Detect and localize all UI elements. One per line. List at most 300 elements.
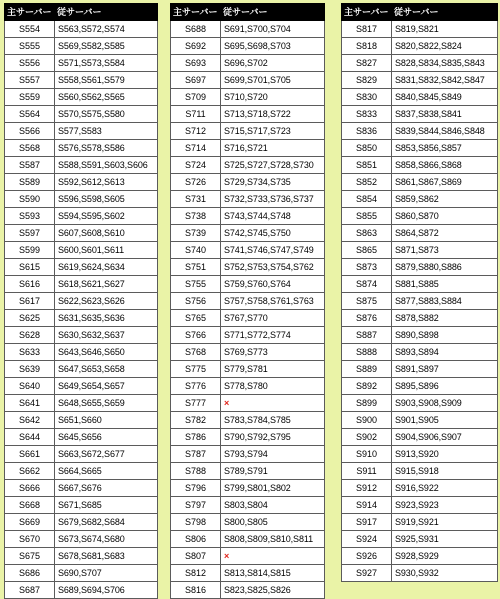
sub-server-cell: S743,S744,S748 [221,208,325,225]
sub-server-cell: S699,S701,S705 [221,72,325,89]
sub-server-cell: S696,S702 [221,55,325,72]
sub-server-cell: S916,S922 [392,480,498,497]
sub-server-cell: S690,S707 [55,565,158,582]
table-row [5,429,158,446]
table-row [171,361,325,378]
sub-server-cell: S913,S920 [392,446,498,463]
main-server-cell: S797 [171,497,221,514]
sub-server-cell: S576,S578,S586 [55,140,158,157]
main-server-cell: S766 [171,327,221,344]
main-server-cell: S670 [5,531,55,548]
main-server-cell: S669 [5,514,55,531]
table-row [171,395,325,412]
sub-server-cell: S742,S745,S750 [221,225,325,242]
table-row [342,21,498,38]
table-row [5,531,158,548]
sub-server-cell: S930,S932 [392,565,498,582]
main-server-cell: S633 [5,344,55,361]
main-server-cell: S775 [171,361,221,378]
table-row [342,276,498,293]
sub-server-cell: S767,S770 [221,310,325,327]
main-server-cell: S751 [171,259,221,276]
table-row [171,72,325,89]
table-row [342,395,498,412]
table-row [342,565,498,582]
table-row [5,395,158,412]
main-server-cell: S711 [171,106,221,123]
table-row [342,191,498,208]
sub-server-cell: S679,S682,S684 [55,514,158,531]
sub-server-cell: S881,S885 [392,276,498,293]
main-server-cell: S899 [342,395,392,412]
main-server-cell: S566 [5,123,55,140]
sub-server-cell: S853,S856,S857 [392,140,498,157]
main-server-cell: S888 [342,344,392,361]
sub-server-cell: S901,S905 [392,412,498,429]
table-row [342,548,498,565]
sub-server-cell: S664,S665 [55,463,158,480]
main-server-cell: S587 [5,157,55,174]
table-row [171,531,325,548]
table-row [342,140,498,157]
sub-server-cell: S925,S931 [392,531,498,548]
table-row [5,89,158,106]
main-server-cell: S892 [342,378,392,395]
table-row [171,276,325,293]
table-row [5,582,158,599]
main-server-cell: S812 [171,565,221,582]
sub-server-cell: S607,S608,S610 [55,225,158,242]
sub-server-cell: S560,S562,S565 [55,89,158,106]
sub-server-cell: S600,S601,S611 [55,242,158,259]
table-row [5,191,158,208]
main-server-cell: S555 [5,38,55,55]
table-row [342,157,498,174]
sub-server-cell: S771,S772,S774 [221,327,325,344]
sub-server-cell: S861,S867,S869 [392,174,498,191]
main-server-cell: S568 [5,140,55,157]
main-server-cell: S675 [5,548,55,565]
main-server-cell: S914 [342,497,392,514]
sub-server-cell: S667,S676 [55,480,158,497]
main-server-cell: S554 [5,21,55,38]
sub-server-cell: S793,S794 [221,446,325,463]
main-server-cell: S817 [342,21,392,38]
table-row [342,497,498,514]
table-row [171,208,325,225]
table-row [342,106,498,123]
main-server-cell: S796 [171,480,221,497]
main-server-cell: S788 [171,463,221,480]
main-server-cell: S807 [171,548,221,565]
main-server-cell: S926 [342,548,392,565]
table-row [171,38,325,55]
main-server-cell: S668 [5,497,55,514]
sub-server-cell: S643,S646,S650 [55,344,158,361]
sub-server-cell: S647,S653,S658 [55,361,158,378]
table-row [5,259,158,276]
main-server-cell: S902 [342,429,392,446]
table-row [342,293,498,310]
main-server-cell: S887 [342,327,392,344]
table-row [342,259,498,276]
table-row [342,55,498,72]
table-row [171,565,325,582]
main-server-cell: S786 [171,429,221,446]
sub-server-cell: S691,S700,S704 [221,21,325,38]
main-server-cell: S590 [5,191,55,208]
main-server-cell: S911 [342,463,392,480]
sub-server-cell: S808,S809,S810,S811 [221,531,325,548]
table-row [171,344,325,361]
table-row [171,55,325,72]
table-row [5,565,158,582]
table-row [342,310,498,327]
sub-server-header: 従サーバー [221,4,325,21]
main-server-cell: S768 [171,344,221,361]
main-server-cell: S688 [171,21,221,38]
table-row [5,480,158,497]
table-row [5,497,158,514]
sub-server-cell: S837,S838,S841 [392,106,498,123]
table-row [5,140,158,157]
main-server-cell: S912 [342,480,392,497]
main-server-cell: S731 [171,191,221,208]
main-server-cell: S827 [342,55,392,72]
table-row [171,89,325,106]
table-row [342,123,498,140]
sub-server-cell: S891,S897 [392,361,498,378]
sub-server-cell: S592,S612,S613 [55,174,158,191]
header-row [5,4,158,21]
table-row [171,174,325,191]
table-row [342,531,498,548]
table-row [342,480,498,497]
sub-server-cell: S928,S929 [392,548,498,565]
server-table-body [342,21,498,582]
table-row [5,463,158,480]
main-server-cell: S851 [342,157,392,174]
sub-server-cell: S645,S656 [55,429,158,446]
sub-server-cell: S588,S591,S603,S606 [55,157,158,174]
table-row [5,157,158,174]
main-server-cell: S836 [342,123,392,140]
sub-server-cell: S673,S674,S680 [55,531,158,548]
table-row [342,463,498,480]
table-row [342,344,498,361]
sub-server-cell: S820,S822,S824 [392,38,498,55]
table-row [342,72,498,89]
sub-server-cell: S570,S575,S580 [55,106,158,123]
table-row [342,429,498,446]
table-row [5,21,158,38]
server-table-body [171,21,325,599]
main-server-cell: S639 [5,361,55,378]
table-row [5,276,158,293]
table-row [342,327,498,344]
table-row [171,225,325,242]
table-row [5,378,158,395]
main-server-cell: S806 [171,531,221,548]
table-row [171,378,325,395]
table-row [171,293,325,310]
table-row [5,327,158,344]
main-server-cell: S641 [5,395,55,412]
table-row [5,225,158,242]
main-server-cell: S714 [171,140,221,157]
main-server-cell: S852 [342,174,392,191]
table-row [342,89,498,106]
sub-server-cell: S858,S866,S868 [392,157,498,174]
sub-server-cell: S864,S872 [392,225,498,242]
header-row [342,4,498,21]
main-server-cell: S873 [342,259,392,276]
main-server-cell: S662 [5,463,55,480]
main-server-cell: S924 [342,531,392,548]
sub-server-cell: S695,S698,S703 [221,38,325,55]
sub-server-cell: S803,S804 [221,497,325,514]
table-row [342,446,498,463]
main-server-cell: S666 [5,480,55,497]
server-table-3 [341,3,498,582]
sub-server-cell: S769,S773 [221,344,325,361]
sub-server-cell: S893,S894 [392,344,498,361]
main-server-cell: S833 [342,106,392,123]
table-row [171,327,325,344]
sub-server-cell: S619,S624,S634 [55,259,158,276]
main-server-cell: S776 [171,378,221,395]
main-server-cell: S726 [171,174,221,191]
sub-server-cell: S622,S623,S626 [55,293,158,310]
sub-server-cell: S903,S908,S909 [392,395,498,412]
main-server-cell: S863 [342,225,392,242]
table-row [342,225,498,242]
main-server-cell: S564 [5,106,55,123]
table-row [342,378,498,395]
main-server-cell: S798 [171,514,221,531]
sub-server-cell: S649,S654,S657 [55,378,158,395]
table-row [171,310,325,327]
sub-server-cell: S710,S720 [221,89,325,106]
table-row [342,514,498,531]
table-row [171,140,325,157]
main-server-cell: S559 [5,89,55,106]
sub-server-cell: S558,S561,S579 [55,72,158,89]
table-row [342,412,498,429]
sub-server-cell: S651,S660 [55,412,158,429]
main-server-cell: S830 [342,89,392,106]
main-server-cell: S782 [171,412,221,429]
table-row [5,310,158,327]
sub-server-cell: S904,S906,S907 [392,429,498,446]
sub-server-cell: S732,S733,S736,S737 [221,191,325,208]
main-server-cell: S589 [5,174,55,191]
sub-server-cell: S618,S621,S627 [55,276,158,293]
sub-server-cell: S831,S832,S842,S847 [392,72,498,89]
main-server-cell: S557 [5,72,55,89]
sub-server-cell: S778,S780 [221,378,325,395]
sub-server-cell: S878,S882 [392,310,498,327]
sub-server-cell: S877,S883,S884 [392,293,498,310]
header-row [171,4,325,21]
table-row [171,259,325,276]
table-row [171,446,325,463]
sub-server-cell: S839,S844,S846,S848 [392,123,498,140]
sub-server-cell: S741,S746,S747,S749 [221,242,325,259]
main-server-cell: S625 [5,310,55,327]
server-table-1 [4,3,158,599]
table-row [342,38,498,55]
sub-server-header: 従サーバー [55,4,158,21]
sub-server-header: 従サーバー [392,4,498,21]
table-row [5,208,158,225]
main-server-cell: S876 [342,310,392,327]
main-server-cell: S693 [171,55,221,72]
main-server-header: 主サーバー [171,4,221,21]
sub-server-cell: S725,S727,S728,S730 [221,157,325,174]
sub-server-cell: S860,S870 [392,208,498,225]
main-server-cell: S874 [342,276,392,293]
sub-server-cell: S729,S734,S735 [221,174,325,191]
table-row [342,361,498,378]
sub-server-cell: S895,S896 [392,378,498,395]
main-server-cell: S640 [5,378,55,395]
main-server-cell: S687 [5,582,55,599]
main-server-header: 主サーバー [5,4,55,21]
table-row [5,123,158,140]
main-server-cell: S855 [342,208,392,225]
main-server-cell: S616 [5,276,55,293]
sub-server-cell: S871,S873 [392,242,498,259]
sub-server-cell: S859,S862 [392,191,498,208]
main-server-cell: S787 [171,446,221,463]
table-row [5,446,158,463]
table-row [171,242,325,259]
table-row [171,123,325,140]
sub-server-cell: S919,S921 [392,514,498,531]
sub-server-cell: S594,S595,S602 [55,208,158,225]
table-row [5,242,158,259]
sub-server-cell: × [221,395,325,412]
sub-server-cell: S828,S834,S835,S843 [392,55,498,72]
table-row [5,174,158,191]
sub-server-cell: S631,S635,S636 [55,310,158,327]
main-server-cell: S816 [171,582,221,599]
main-server-cell: S642 [5,412,55,429]
main-server-cell: S709 [171,89,221,106]
table-row [5,412,158,429]
table-row [342,174,498,191]
sub-server-cell: S879,S880,S886 [392,259,498,276]
sub-server-cell: S783,S784,S785 [221,412,325,429]
table-row [5,361,158,378]
table-row [5,55,158,72]
main-server-cell: S724 [171,157,221,174]
table-row [5,38,158,55]
sub-server-cell: S779,S781 [221,361,325,378]
table-row [171,514,325,531]
main-server-cell: S738 [171,208,221,225]
main-server-cell: S644 [5,429,55,446]
main-server-cell: S910 [342,446,392,463]
main-server-cell: S850 [342,140,392,157]
table-row [5,72,158,89]
main-server-cell: S765 [171,310,221,327]
main-server-cell: S593 [5,208,55,225]
table-row [171,582,325,599]
table-row [342,242,498,259]
main-server-cell: S900 [342,412,392,429]
main-server-cell: S615 [5,259,55,276]
main-server-cell: S597 [5,225,55,242]
sub-server-cell: S596,S598,S605 [55,191,158,208]
main-server-cell: S917 [342,514,392,531]
sub-server-cell: S571,S573,S584 [55,55,158,72]
main-server-cell: S777 [171,395,221,412]
main-server-cell: S739 [171,225,221,242]
table-row [171,497,325,514]
sub-server-cell: S790,S792,S795 [221,429,325,446]
main-server-cell: S712 [171,123,221,140]
sub-server-cell: S800,S805 [221,514,325,531]
server-table-2 [170,3,325,599]
table-row [342,208,498,225]
sub-server-cell: S813,S814,S815 [221,565,325,582]
main-server-cell: S927 [342,565,392,582]
sub-server-cell: S663,S672,S677 [55,446,158,463]
table-row [5,106,158,123]
table-row [171,106,325,123]
sub-server-cell: S713,S718,S722 [221,106,325,123]
sub-server-cell: S569,S582,S585 [55,38,158,55]
sub-server-cell: S819,S821 [392,21,498,38]
sub-server-cell: S757,S758,S761,S763 [221,293,325,310]
table-row [171,548,325,565]
main-server-cell: S755 [171,276,221,293]
main-server-cell: S628 [5,327,55,344]
main-server-cell: S740 [171,242,221,259]
table-row [171,480,325,497]
sub-server-cell: S923,S923 [392,497,498,514]
sub-server-cell: S890,S898 [392,327,498,344]
main-server-header: 主サーバー [342,4,392,21]
main-server-cell: S661 [5,446,55,463]
table-row [171,157,325,174]
table-row [171,412,325,429]
main-server-cell: S599 [5,242,55,259]
sub-server-cell: S689,S694,S706 [55,582,158,599]
table-row [5,548,158,565]
server-table-body [5,21,158,599]
sub-server-cell: × [221,548,325,565]
main-server-cell: S556 [5,55,55,72]
sub-server-cell: S789,S791 [221,463,325,480]
sub-server-cell: S577,S583 [55,123,158,140]
main-server-cell: S686 [5,565,55,582]
sub-server-cell: S648,S655,S659 [55,395,158,412]
main-server-cell: S829 [342,72,392,89]
sub-server-cell: S840,S845,S849 [392,89,498,106]
main-server-cell: S756 [171,293,221,310]
table-row [171,429,325,446]
sub-server-cell: S715,S717,S723 [221,123,325,140]
table-row [171,191,325,208]
table-row [5,344,158,361]
main-server-cell: S697 [171,72,221,89]
sub-server-cell: S678,S681,S683 [55,548,158,565]
table-row [5,293,158,310]
main-server-cell: S875 [342,293,392,310]
